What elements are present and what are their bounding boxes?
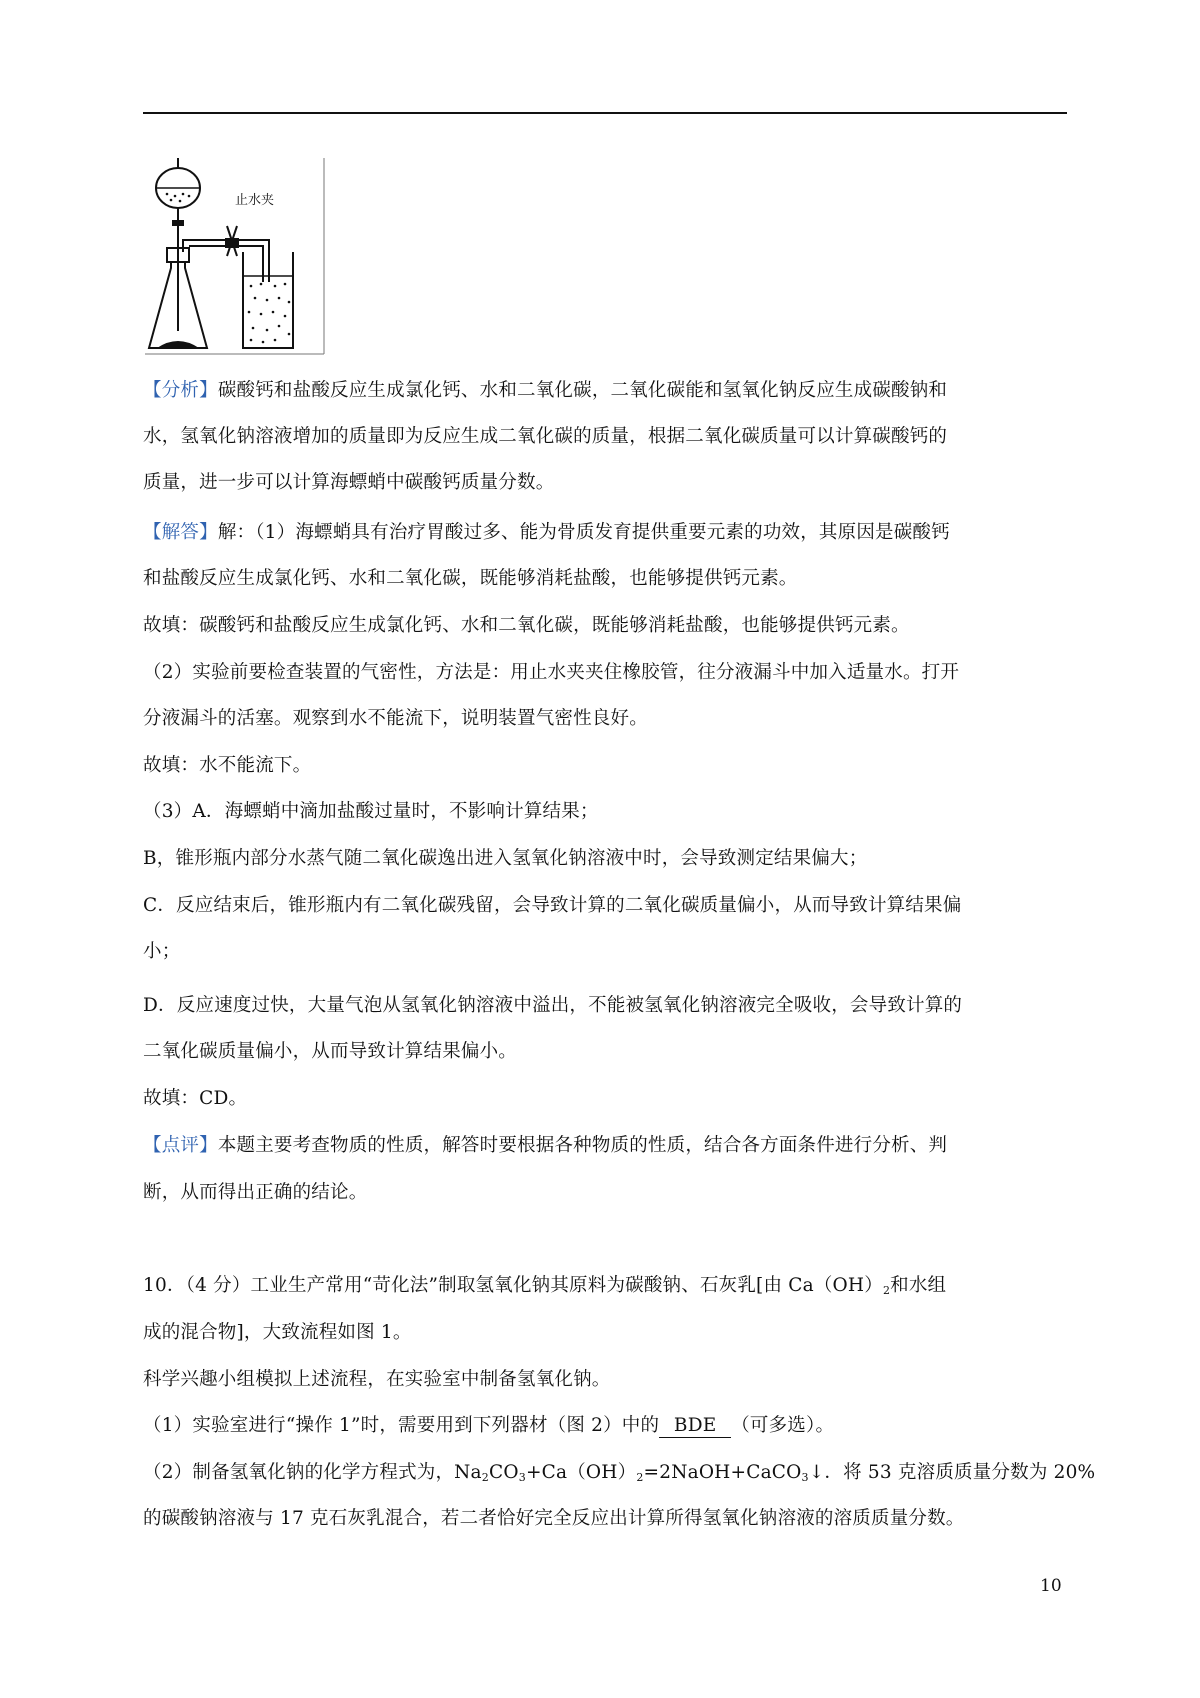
analysis-line-2: 水，氢氧化钠溶液增加的质量即为反应生成二氧化碳的质量，根据二氧化碳质量可以计算碳酸钙的 — [143, 426, 948, 447]
header-rule — [143, 112, 1067, 114]
question10-q1 — [143, 1413, 1067, 1439]
question10-line-2: 成的混合物]，大致流程如图 1。 — [143, 1322, 412, 1343]
question10-sub-1: 2 — [882, 1284, 891, 1297]
question10-text-1a: 10．（4 分）工业生产常用“苛化法”制取氢氧化钠其原料为碳酸钠、石灰乳[由 Ca（OH） — [143, 1275, 883, 1296]
eq-sub-3: 2 — [636, 1471, 644, 1484]
question10-q1-after: （可多选）。 — [731, 1415, 835, 1436]
answer-fill-1: 故填：碳酸钙和盐酸反应生成氯化钙、水和二氧化碳，既能够消耗盐酸，也能够提供钙元素。 — [143, 615, 910, 636]
answer-q3-d-1: D．反应速度过快，大量气泡从氢氧化钠溶液中溢出，不能被氢氧化钠溶液完全吸收，会导致计算的 — [143, 995, 963, 1016]
apparatus-figure — [143, 156, 325, 356]
page-number: 10 — [1040, 1576, 1062, 1596]
eq-part-d: =2NaOH+CaCO — [643, 1462, 802, 1483]
eq-sub-4: 3 — [801, 1471, 809, 1484]
answer-q3-a: （3）A．海螵蛸中滴加盐酸过量时，不影响计算结果； — [143, 801, 599, 822]
eq-part-e: ↓．将 53 克溶质质量分数为 20% — [808, 1462, 1096, 1483]
answer-line-2: 和盐酸反应生成氯化钙、水和二氧化碳，既能够消耗盐酸，也能够提供钙元素。 — [143, 568, 798, 589]
analysis-line-1 — [143, 378, 1067, 404]
question10-q2-line-2: 的碳酸钠溶液与 17 克石灰乳混合，若二者恰好完全反应出计算所得氢氧化钠溶液的溶质质量分数。 — [143, 1508, 965, 1529]
analysis-text-1: 碳酸钙和盐酸反应生成氯化钙、水和二氧化碳，二氧化碳能和氢氧化钠反应生成碳酸钠和 — [217, 380, 948, 401]
answer-q2-line-2: 分液漏斗的活塞。观察到水不能流下，说明装置气密性良好。 — [143, 708, 648, 729]
answer-text-1: 解：（1）海螵蛸具有治疗胃酸过多、能为骨质发育提供重要元素的功效，其原因是碳酸钙 — [217, 522, 950, 543]
eq-part-a: （2）制备氢氧化钠的化学方程式为，Na — [143, 1462, 482, 1483]
answer-q2-line-1: （2）实验前要检查装置的气密性，方法是：用止水夹夹住橡胶管，往分液漏斗中加入适量水。打开 — [143, 662, 960, 683]
answer-q3-b: B，锥形瓶内部分水蒸气随二氧化碳逸出进入氢氧化钠溶液中时，会导致测定结果偏大； — [143, 848, 868, 869]
question10-text-1b: 和水组 — [890, 1275, 947, 1296]
eq-part-c: +Ca（OH） — [525, 1462, 637, 1483]
question10-q2-line-1 — [143, 1460, 1096, 1491]
answer-tag: 【解答】 — [143, 522, 218, 543]
answer-line-1 — [143, 520, 1067, 546]
apparatus-drawing — [143, 156, 325, 356]
analysis-line-3: 质量，进一步可以计算海螵蛸中碳酸钙质量分数。 — [143, 472, 555, 493]
question10-line-3: 科学兴趣小组模拟上述流程，在实验室中制备氢氧化钠。 — [143, 1369, 611, 1390]
question10-q1-answer-blank: BDE — [659, 1415, 731, 1438]
analysis-tag: 【分析】 — [143, 380, 218, 401]
comment-line-2: 断，从而得出正确的结论。 — [143, 1182, 368, 1203]
comment-text-1: 本题主要考查物质的性质，解答时要根据各种物质的性质，结合各方面条件进行分析、判 — [217, 1135, 948, 1156]
eq-sub-1: 2 — [481, 1471, 489, 1484]
answer-fill-2: 故填：水不能流下。 — [143, 755, 312, 776]
clamp-label: 止水夹 — [235, 193, 275, 208]
eq-sub-2: 3 — [518, 1471, 526, 1484]
eq-part-b: CO — [489, 1462, 519, 1483]
comment-tag: 【点评】 — [143, 1135, 218, 1156]
question10-line-1 — [143, 1273, 1067, 1304]
answer-q3-c-1: C．反应结束后，锥形瓶内有二氧化碳残留，会导致计算的二氧化碳质量偏小，从而导致计算结果偏 — [143, 895, 962, 916]
question10-q1-text: （1）实验室进行“操作 1”时，需要用到下列器材（图 2）中的 — [143, 1415, 660, 1436]
answer-q3-c-2: 小； — [143, 941, 181, 962]
answer-fill-3: 故填：CD。 — [143, 1088, 248, 1109]
answer-q3-d-2: 二氧化碳质量偏小，从而导致计算结果偏小。 — [143, 1041, 518, 1062]
comment-line-1 — [143, 1133, 1067, 1159]
